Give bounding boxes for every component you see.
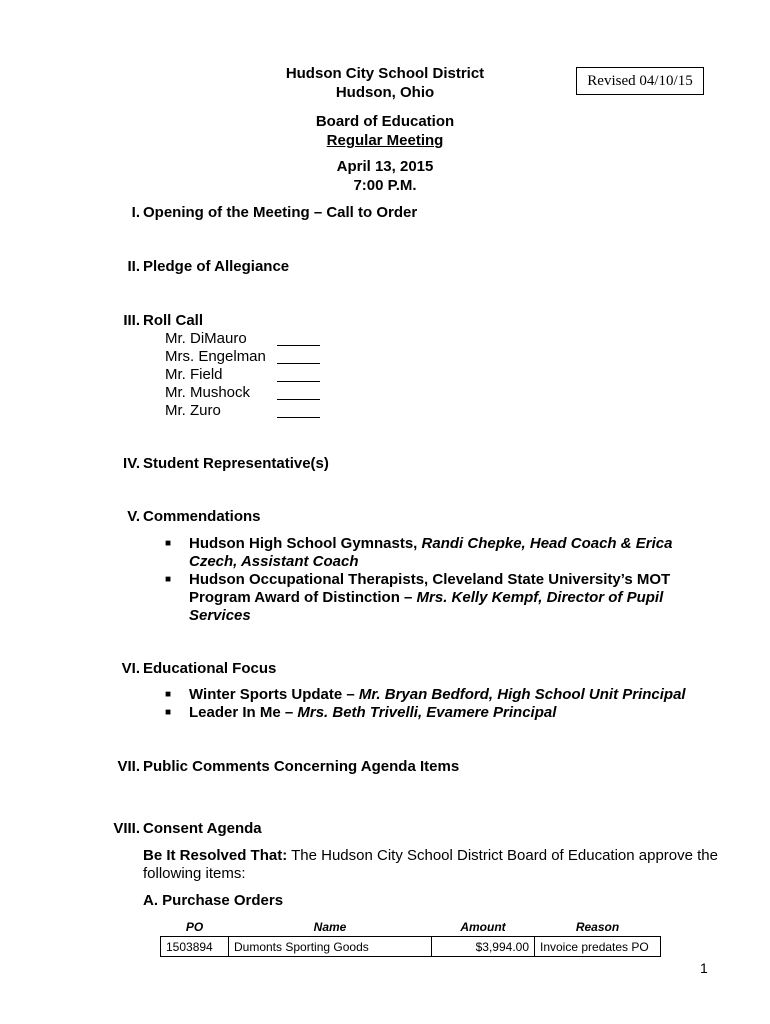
- page-number: 1: [700, 960, 708, 976]
- document-header: [235, 64, 535, 102]
- roll-call-row: [165, 366, 320, 384]
- list-item: ■ Hudson Occupational Therapists, Cleveland State University’s MOT Program Award of Distinction – Mrs. Kelly Kempf, Director of Pupil Services: [165, 571, 671, 624]
- roll-call-list: [165, 330, 320, 420]
- section-title: Commendations: [143, 508, 261, 525]
- vendor-name: Dumonts Sporting Goods: [229, 937, 432, 957]
- revised-stamp: Revised 04/10/15: [576, 67, 704, 95]
- section-educational-focus: [121, 660, 277, 677]
- table-header-row: [161, 918, 661, 937]
- list-item: ■ Leader In Me – Mrs. Beth Trivelli, Evamere Principal: [165, 704, 557, 721]
- purchase-orders-table: [160, 918, 661, 957]
- column-header: Amount: [460, 920, 506, 934]
- section-title: Roll Call: [143, 312, 204, 329]
- section-title: Consent Agenda: [143, 820, 262, 837]
- section-number: V.: [127, 508, 140, 525]
- attendance-blank: [277, 330, 320, 346]
- table-row: [161, 937, 661, 957]
- section-pledge: [127, 258, 290, 275]
- section-number: I.: [131, 204, 140, 221]
- commendations-list: [165, 535, 685, 625]
- section-title: Educational Focus: [143, 660, 277, 677]
- section-title: Opening of the Meeting – Call to Order: [143, 204, 418, 221]
- po-reason: Invoice predates PO: [535, 937, 661, 957]
- attendance-blank: [277, 384, 320, 400]
- list-item: ■ Hudson High School Gymnasts, Randi Chepke, Head Coach & Erica Czech, Assistant Coach: [165, 535, 673, 570]
- roll-call-row: [165, 384, 320, 402]
- purchase-orders-heading: A. Purchase Orders: [143, 892, 284, 909]
- resolution-label: Be It Resolved That:: [143, 847, 288, 864]
- section-title: Pledge of Allegiance: [143, 258, 290, 275]
- section-number: IV.: [123, 455, 140, 472]
- bullet-icon: ■: [165, 538, 172, 549]
- board-name: Board of Education: [315, 113, 455, 130]
- po-number: 1503894: [161, 937, 229, 957]
- section-opening: [131, 204, 418, 221]
- section-public-comments: [117, 758, 460, 775]
- meeting-title: [235, 112, 535, 150]
- district-name: Hudson City School District: [285, 65, 485, 82]
- bullet-icon: ■: [165, 707, 172, 718]
- column-header: PO: [185, 920, 204, 934]
- bullet-icon: ■: [165, 689, 172, 700]
- po-amount: $3,994.00: [432, 937, 535, 957]
- resolution-text: [143, 847, 718, 883]
- meeting-time: 7:00 P.M.: [353, 177, 417, 194]
- list-item: ■ Winter Sports Update – Mr. Bryan Bedford, High School Unit Principal: [165, 686, 686, 703]
- section-roll-call: [123, 312, 204, 329]
- section-number: VII.: [117, 758, 140, 775]
- resolution-body: The Hudson City School District Board of Education approve the following items:: [143, 847, 718, 882]
- member-name: Mr. Field: [165, 366, 223, 383]
- meeting-datetime: [235, 157, 535, 195]
- section-number: III.: [123, 312, 140, 329]
- roll-call-row: [165, 402, 320, 420]
- section-number: II.: [127, 258, 140, 275]
- column-header: Name: [313, 920, 347, 934]
- section-title: Student Representative(s): [143, 455, 329, 472]
- roll-call-row: [165, 348, 320, 366]
- meeting-date: April 13, 2015: [336, 158, 434, 175]
- attendance-blank: [277, 366, 320, 382]
- member-name: Mr. DiMauro: [165, 330, 247, 347]
- member-name: Mrs. Engelman: [165, 348, 266, 365]
- educational-focus-list: [165, 686, 725, 722]
- member-name: Mr. Mushock: [165, 384, 251, 401]
- section-commendations: [127, 508, 261, 525]
- attendance-blank: [277, 348, 320, 364]
- section-student-rep: [123, 455, 329, 472]
- section-consent-agenda: [113, 820, 262, 837]
- section-number: VIII.: [113, 820, 140, 837]
- roll-call-row: [165, 330, 320, 348]
- section-number: VI.: [121, 660, 140, 677]
- meeting-type: Regular Meeting: [326, 132, 444, 149]
- district-city: Hudson, Ohio: [335, 84, 435, 101]
- attendance-blank: [277, 402, 320, 418]
- section-title: Public Comments Concerning Agenda Items: [143, 758, 460, 775]
- column-header: Reason: [575, 920, 620, 934]
- member-name: Mr. Zuro: [165, 402, 221, 419]
- bullet-icon: ■: [165, 574, 172, 585]
